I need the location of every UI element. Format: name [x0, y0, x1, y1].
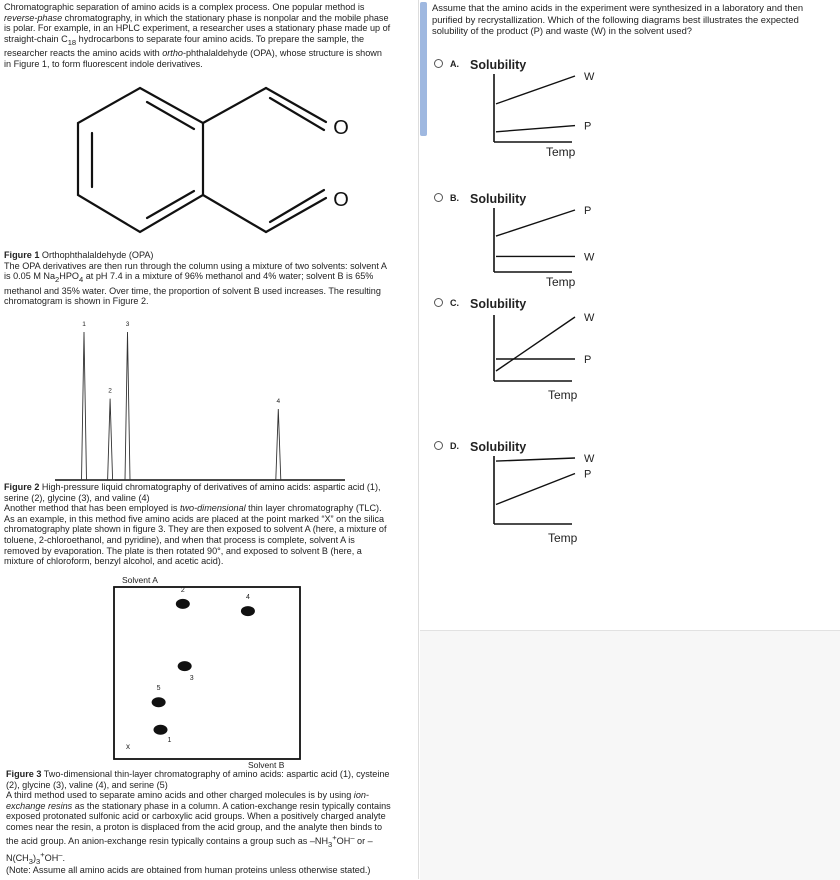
passage-paragraph-3: [4, 482, 414, 567]
scroll-indicator[interactable]: [420, 2, 427, 136]
subscript: 3: [328, 839, 333, 849]
passage-text: is 0.05 M Na: [4, 271, 56, 282]
peak-label-2: 2: [108, 387, 112, 395]
superscript: –: [58, 850, 63, 859]
y-axis-label: Solubility: [470, 58, 527, 72]
option-letter: C.: [450, 298, 459, 308]
aldehyde-co-bond: [266, 88, 326, 122]
radio-option-b[interactable]: [434, 193, 443, 202]
aldehyde-co-bond: [266, 198, 326, 232]
superscript: +: [40, 850, 45, 859]
question-stem: Assume that the amino acids in the experiment were synthesized in a laboratory and then purified by recrystallization. Which of the following diagrams best illustrates the expected solubility of the product (P) and waste (W) in the solvent used?: [432, 2, 804, 37]
passage-emphasis: exchange resins: [6, 800, 73, 811]
passage-emphasis: two-dimensional: [179, 503, 246, 514]
series-label-p: P: [584, 354, 592, 366]
figure-label: Figure 3: [6, 769, 42, 779]
empty-panel: [420, 630, 840, 880]
passage-text: hydrocarbons to separate four amino acids. To prepare the sample, the: [76, 33, 365, 44]
passage-text: the acid group. An anion-exchange resin typically contains a group such as –NH: [6, 835, 329, 846]
series-line-w: [496, 458, 575, 461]
figure-label: Figure 1: [4, 250, 40, 260]
chromatogram-peak-2: [108, 399, 113, 480]
x-axis-label: Temp: [546, 145, 576, 159]
peak-label-1: 1: [82, 321, 86, 328]
peak-label-3: 3: [125, 321, 130, 328]
passage-text: comes near the resin, a proton is displaced from the acid group, and the analyte then binds to: [6, 821, 383, 832]
passage-text: .: [62, 853, 66, 864]
tlc-spot-3: [178, 661, 192, 671]
figure-caption: serine (2), glycine (3), and valine (4): [4, 492, 150, 503]
passage-text: or –: [354, 835, 373, 846]
passage-text: OH: [44, 853, 59, 864]
tlc-spot-label-3: 3: [189, 675, 194, 683]
series-label-p: P: [584, 205, 592, 217]
chromatogram-peak-3: [125, 332, 130, 480]
series-line-w: [496, 76, 575, 104]
figure-caption: Two-dimensional thin-layer chromatography of amino acids: aspartic acid (1), cysteine: [41, 769, 390, 779]
origin-x-marker: x: [126, 742, 130, 751]
series-label-w: W: [584, 453, 595, 465]
passage-text: as the stationary phase in a column. A cation-exchange resin typically contains: [72, 800, 391, 811]
tlc-spot-label-4: 4: [245, 594, 250, 602]
subscript: 3: [35, 856, 41, 866]
superscript: +: [332, 832, 337, 842]
superscript: –: [350, 832, 355, 842]
passage-text: A third method used to separate amino acids and other charged molecules is by using: [6, 790, 354, 801]
passage-text: Chromatographic separation of amino acids is a complex process. One popular method is: [4, 2, 365, 12]
passage-pane: [0, 0, 418, 879]
series-line-w: [496, 317, 575, 371]
series-label-p: P: [584, 120, 592, 133]
series-label-w: W: [584, 312, 595, 324]
series-label-w: W: [584, 251, 595, 264]
passage-text: chromatography, in which the stationary phase is nonpolar and the mobile phase: [62, 12, 389, 23]
passage-paragraph-4: [6, 769, 416, 867]
figure-caption: Orthophthalaldehyde (OPA): [39, 250, 154, 260]
chromatogram-peak-1: [82, 332, 87, 480]
radio-option-d[interactable]: [434, 441, 443, 450]
tlc-spot-label-2: 2: [180, 586, 185, 594]
passage-text: methanol and 35% water. Over time, the proportion of solvent B used increases. The resulting: [4, 285, 381, 296]
benzene-ring: [78, 88, 203, 232]
passage-emphasis: ortho: [162, 48, 183, 59]
y-axis-label: Solubility: [470, 192, 527, 206]
subscript: 2: [55, 275, 60, 284]
passage-text: researcher reacts the amino acids with: [4, 48, 163, 59]
tlc-plate-border: [114, 587, 300, 759]
radio-option-c[interactable]: [434, 298, 443, 307]
tlc-spot-4: [241, 606, 255, 616]
figure-3-tlc-plate: [100, 572, 320, 770]
series-line-p: [496, 210, 575, 236]
passage-text: OH: [336, 835, 351, 846]
passage-text: thin layer chromatography (TLC).: [245, 503, 382, 514]
subscript: 18: [67, 37, 77, 47]
tlc-spot-1: [154, 725, 168, 735]
y-axis-label: Solubility: [470, 297, 527, 311]
tlc-spot-label-5: 5: [156, 685, 161, 693]
solvent-a-label: Solvent A: [122, 575, 158, 585]
passage-text: ): [32, 853, 36, 864]
aldehyde-bond: [203, 195, 266, 232]
tlc-spot-5: [152, 697, 166, 707]
passage-text: -phthalaldehyde (OPA), whose structure is shown: [182, 48, 382, 59]
passage-note: (Note: Assume all amino acids are obtained from human proteins unless otherwise stated.): [6, 865, 371, 875]
solvent-b-label: Solvent B: [248, 760, 285, 770]
passage-text: As an example, in this method five amino acids are placed at the point marked “X” on the silica: [4, 513, 385, 524]
passage-text: Another method that has been employed is: [4, 503, 180, 514]
passage-text: The OPA derivatives are then run through the column using a mixture of two solvents: solvent A: [4, 260, 387, 271]
series-label-w: W: [584, 71, 595, 83]
passage-paragraph-2: [4, 250, 414, 307]
option-d-graph[interactable]: [460, 434, 630, 546]
passage-text: in Figure 1, to form fluorescent indole derivatives.: [4, 58, 203, 69]
aldehyde-bond: [203, 88, 266, 123]
figure-label: Figure 2: [4, 482, 40, 492]
y-axis-label: Solubility: [470, 440, 527, 454]
passage-text: at pH 7.4 in a mixture of 96% methanol and 4% water; solvent B is 65%: [83, 271, 374, 282]
figure-2-chromatogram: [40, 312, 380, 482]
option-c-graph[interactable]: [460, 291, 630, 403]
option-letter: B.: [450, 193, 459, 203]
passage-emphasis: reverse-phase: [4, 12, 63, 23]
series-line-p: [496, 474, 575, 505]
passage-text: mixture of chloroform, benzyl alcohol, and acetic acid).: [4, 556, 224, 567]
option-b-graph[interactable]: [460, 186, 630, 294]
passage-text: is polar. For example, in an HPLC experiment, a researcher uses a stationary phase made up of: [4, 23, 391, 34]
aldehyde-co-bond: [270, 98, 324, 130]
oxygen-label: O: [333, 189, 349, 211]
passage-text: chromatogram is shown in Figure 2.: [4, 296, 149, 307]
figure-caption: (2), glycine (3), valine (4), and serine (5): [6, 779, 168, 790]
aldehyde-co-bond: [270, 190, 324, 222]
subscript: 4: [78, 275, 84, 284]
tlc-spot-2: [176, 599, 190, 609]
subscript: 3: [28, 856, 33, 866]
x-axis-label: Temp: [548, 388, 578, 402]
peak-label-4: 4: [276, 397, 281, 405]
option-letter: A.: [450, 59, 459, 69]
option-a-graph[interactable]: [460, 52, 630, 164]
radio-option-a[interactable]: [434, 59, 443, 68]
figure-1-opa-structure: [50, 76, 370, 250]
oxygen-label: O: [333, 117, 349, 139]
figure-caption: High-pressure liquid chromatography of derivatives of amino acids: aspartic acid (1),: [39, 482, 381, 492]
chromatogram-peak-4: [276, 409, 281, 480]
passage-text: chromatography plate shown in figure 3. They are then exposed to solvent A (here, a mixture of: [4, 524, 387, 535]
series-label-p: P: [584, 468, 592, 481]
passage-text: removed by evaporation. The plate is then rotated 90°, and exposed to solvent B (here, a: [4, 545, 362, 556]
series-line-p: [496, 126, 575, 132]
passage-paragraph-1: [4, 2, 414, 69]
passage-text: N(CH: [6, 853, 29, 864]
passage-emphasis: ion-: [353, 790, 369, 801]
passage-text: HPO: [59, 271, 79, 282]
tlc-spot-label-1: 1: [167, 736, 172, 744]
x-axis-label: Temp: [548, 531, 578, 545]
option-letter: D.: [450, 441, 459, 451]
passage-text: straight-chain C: [4, 33, 68, 44]
passage-text: exposed protonated sulfonic acid or carboxylic acid groups. When a positively charged analyte: [6, 811, 386, 822]
passage-text: toluene, 2-chloroethanol, and pyridine), and when that process is complete, solvent A is: [4, 534, 355, 545]
x-axis-label: Temp: [546, 275, 576, 289]
